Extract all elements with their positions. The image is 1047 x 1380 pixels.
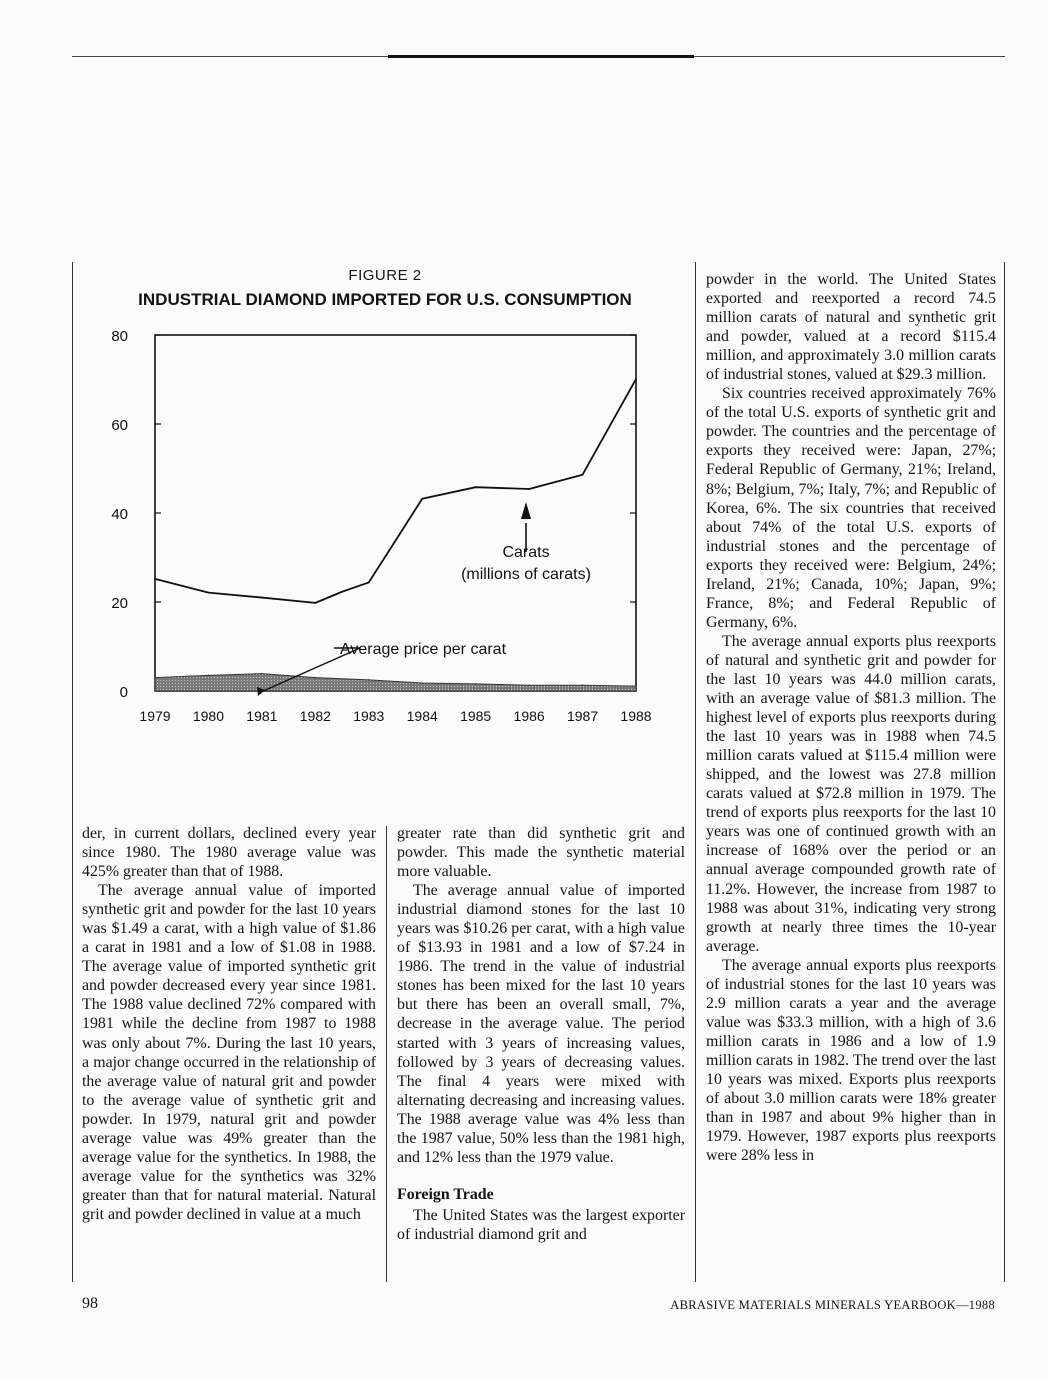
chart-axes <box>111 328 651 724</box>
price-label: Average price per carat <box>340 641 507 658</box>
price-point <box>261 673 263 675</box>
top-rule-bold <box>388 55 694 58</box>
carat-point <box>154 578 156 580</box>
paragraph: The average annual value of imported synthetic grit and powder for the last 10 years was $1.49 a carat, with a high value of $1.86 a carat in 1981 and a low of $1.08 in 1988. The average value of imported synthetic grit and powder decreased every year since 1981. The 1988 value declined 72% compared with 1981 while the decline from 1987 to 1988 was only about 7%. During the last 10 years, a major change occurred in the relationship of the average value of natural grit and powder to the average value of synthetic grit and powder. In 1979, natural grit and powder average value was 49% greater than the average value for the synthetics. In 1988, the average value for the synthetics was 32% greater than that for natural material. Natural grit and powder declined in value at a much <box>82 882 376 1223</box>
column-divider-left <box>72 262 73 1282</box>
carat-point <box>208 592 210 594</box>
paragraph: powder in the world. The United States exported and reexported a record 74.5 million carats of natural and synthetic grit and powder, valued at a record $115.4 million, and approximately 3.0 million carats of industrial stones, valued at $29.3 million. <box>706 271 996 384</box>
paragraph: The United States was the largest exporter of industrial diamond grit and <box>397 1206 685 1243</box>
import-chart <box>100 320 670 730</box>
plot-frame <box>155 335 636 691</box>
carats-label: Carats <box>502 544 550 561</box>
x-tick-label: 1988 <box>620 708 652 724</box>
column-divider-far-right <box>1004 262 1005 1282</box>
x-tick-label: 1984 <box>406 708 438 724</box>
carat-point <box>368 582 370 584</box>
price-point <box>582 684 584 686</box>
paragraph: The average annual value of imported industrial diamond stones for the last 10 years was $10.26 per carat, with a high value of $13.93 in 1981 and a low of $7.24 in 1986. The trend in the value of industrial stones has been mixed for the last 10 years but there has been an overall small, 7%, decrease in the average value. The period started with 3 years of increasing values, followed by 3 years of decreasing values. The final 4 years were mixed with alternating decreasing and increasing values. The 1988 average value was 4% less than the 1987 value, 50% less than the 1981 high, and 12% less than the 1979 value. <box>397 882 685 1166</box>
figure-caption: FIGURE 2 <box>348 267 422 284</box>
price-point <box>421 682 423 684</box>
x-tick-label: 1982 <box>299 708 331 724</box>
carat-point <box>528 488 530 490</box>
carat-point <box>314 602 316 604</box>
x-tick-label: 1985 <box>460 708 492 724</box>
price-area <box>155 674 636 691</box>
paragraph: greater rate than did synthetic grit and powder. This made the synthetic material more valuable. <box>397 825 685 881</box>
price-point <box>528 684 530 686</box>
column-divider-middle <box>386 826 387 1282</box>
paragraph: der, in current dollars, declined every year since 1980. The 1980 average value was 425% greater than that of 1988. <box>82 825 376 881</box>
text-column-2 <box>397 824 685 1244</box>
carat-point <box>635 378 637 380</box>
page-number: 98 <box>82 1295 98 1312</box>
paragraph: Six countries received approximately 76% of the total U.S. exports of synthetic grit and powder. The countries and the percentage of exports they received were: Japan, 27%; Federal Republic of Germany, 21%; Ireland, 8%; Belgium, 7%; Italy, 7%; and Republic of Korea, 6%. The six countries that received about 74% of the total U.S. exports of industrial stones and the percentage of exports they received were: Belgium, 24%; Ireland, 21%; Canada, 10%; Japan, 9%; France, 8%; and Federal Republic of Germany, 6%. <box>706 385 996 631</box>
carat-point <box>421 498 423 500</box>
price-point <box>635 685 637 687</box>
section-heading: Foreign Trade <box>397 1185 494 1203</box>
carats-units-label: (millions of carats) <box>461 566 591 583</box>
column-divider-right <box>695 262 696 1282</box>
text-column-1 <box>82 824 376 1224</box>
price-point <box>475 683 477 685</box>
carats-arrow-head <box>521 502 531 519</box>
y-tick-label: 40 <box>111 506 128 523</box>
y-tick-label: 0 <box>119 684 128 701</box>
carat-point <box>261 597 263 599</box>
running-head: ABRASIVE MATERIALS MINERALS YEARBOOK—1988 <box>670 1298 995 1312</box>
x-tick-label: 1986 <box>513 708 545 724</box>
figure-title: INDUSTRIAL DIAMOND IMPORTED FOR U.S. CONSUMPTION <box>138 290 632 309</box>
paragraph: The average annual exports plus reexports of natural and synthetic grit and powder for the last 10 years was 44.0 million carats, with an average value of $81.3 million. The highest level of exports plus reexports during the last 10 years was in 1988 when 74.5 million carats valued at $115.4 million were shipped, and the lowest was 27.8 million carats valued at $72.8 million in 1979. The trend of exports plus reexports for the last 10 years was one of continued growth with an increase of 168% over the period or an annual average compounded growth rate of 11.2%. However, the increase from 1987 to 1988 was about 31%, indicating very strong growth at nearly three times the 10-year average. <box>706 632 996 955</box>
text-column-3 <box>706 270 996 1165</box>
x-tick-label: 1980 <box>192 708 225 724</box>
price-point <box>208 675 210 677</box>
price-point <box>368 679 370 681</box>
chart-annotations <box>257 502 591 696</box>
carat-point <box>341 591 343 593</box>
x-tick-label: 1979 <box>139 708 171 724</box>
carat-point <box>475 486 477 488</box>
y-tick-label: 60 <box>111 417 128 434</box>
price-point <box>154 677 156 679</box>
x-tick-label: 1983 <box>353 708 385 724</box>
price-area-series <box>154 673 637 691</box>
paragraph: The average annual exports plus reexports of industrial stones for the last 10 years was 2.9 million carats a year and the average value was $33.3 million, with a high of 3.6 million carats in 1986 and a low of 1.9 million carats in 1982. The trend over the last 10 years was mixed. Exports plus reexports of about 3.0 million carats were 18% greater than in 1987 and about 9% higher than in 1979. However, 1987 exports plus reexports were 28% less in <box>706 956 996 1165</box>
y-tick-label: 20 <box>111 595 128 612</box>
x-tick-label: 1981 <box>246 708 278 724</box>
y-tick-label: 80 <box>111 328 128 345</box>
price-point <box>315 677 317 679</box>
carat-point <box>582 474 584 476</box>
x-tick-label: 1987 <box>566 708 599 724</box>
